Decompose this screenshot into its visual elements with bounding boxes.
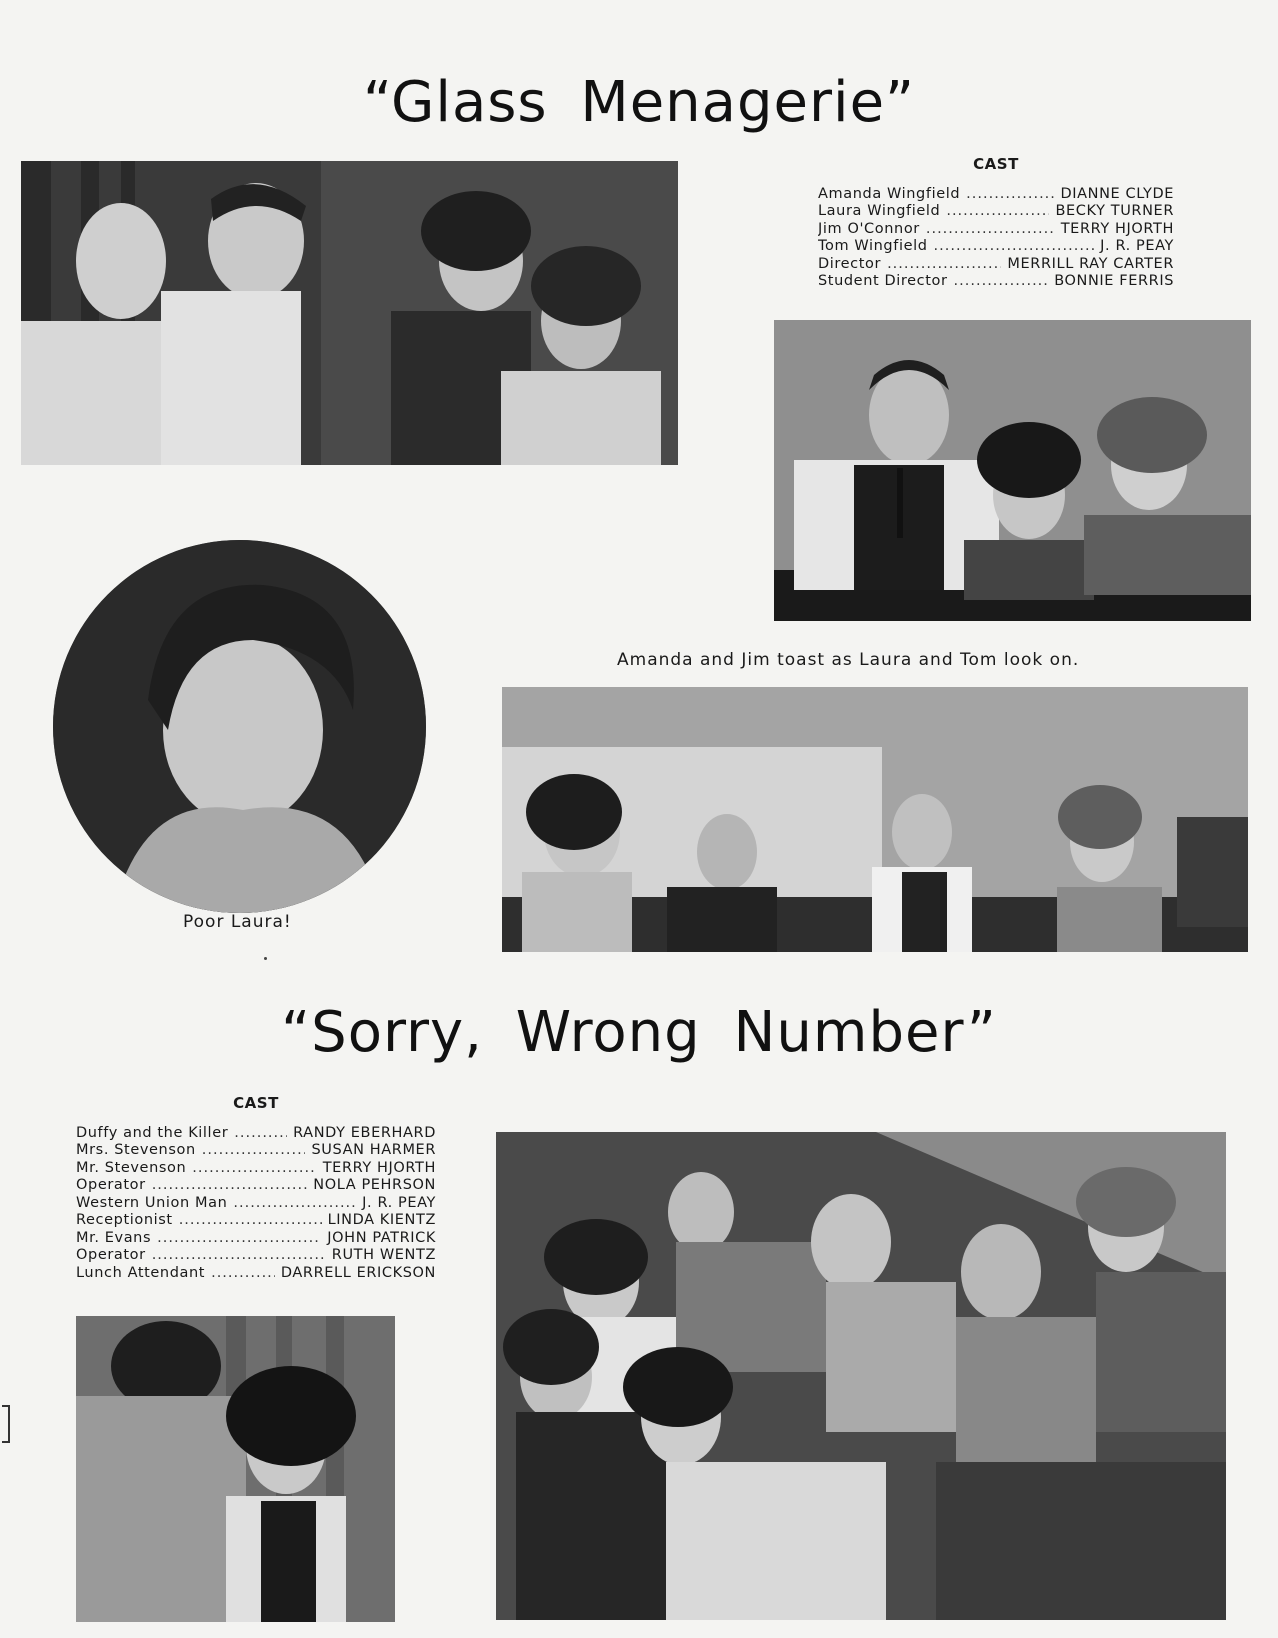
cast-row [818, 221, 1174, 239]
cast-actor: JOHN PATRICK [327, 1229, 436, 1246]
glass-menagerie-cast-photo [21, 161, 678, 465]
cast-role: Tom Wingfield [818, 238, 928, 254]
cast-row [76, 1265, 436, 1283]
toast-scene-photo [502, 687, 1248, 952]
cast-row [818, 273, 1174, 291]
leader-dots [202, 1142, 306, 1160]
glass-menagerie-title: “Glass Menagerie” [362, 70, 916, 135]
stray-dot-mark [264, 957, 267, 960]
margin-bracket-mark [2, 1405, 10, 1443]
cast-actor: BONNIE FERRIS [1054, 273, 1174, 289]
cast-role: Duffy and the Killer [76, 1124, 229, 1141]
cast-row [818, 238, 1174, 256]
leader-dots [211, 1265, 275, 1283]
sorry-wrong-number-cast-list [76, 1095, 436, 1282]
cast-role: Western Union Man [76, 1194, 228, 1211]
cast-role: Amanda Wingfield [818, 185, 961, 202]
leader-dots [179, 1212, 322, 1230]
couple-photo [76, 1316, 395, 1622]
cast-role: Operator [76, 1177, 146, 1193]
cast-row [818, 256, 1174, 274]
leader-dots [157, 1230, 321, 1248]
cast-actor: LINDA KIENTZ [327, 1212, 436, 1228]
group-students-photo [496, 1132, 1226, 1620]
leader-dots [152, 1177, 308, 1195]
three-students-photo [774, 320, 1251, 621]
leader-dots [234, 1125, 287, 1143]
cast-row [818, 203, 1174, 221]
cast-actor: DIANNE CLYDE [1060, 185, 1174, 202]
cast-row [76, 1160, 436, 1178]
leader-dots [946, 203, 1049, 221]
cast-role: Jim O'Connor [818, 220, 920, 237]
toast-caption: Amanda and Jim toast as Laura and Tom look on. [617, 650, 1080, 670]
cast-role: Laura Wingfield [818, 203, 941, 219]
cast-row [76, 1177, 436, 1195]
cast-role: Operator [76, 1247, 146, 1263]
leader-dots [887, 256, 1001, 274]
cast-role: Lunch Attendant [76, 1264, 206, 1281]
cast-actor: DARRELL ERICKSON [280, 1264, 436, 1281]
cast-role: Director [818, 255, 882, 272]
leader-dots [954, 273, 1049, 291]
cast-row [76, 1230, 436, 1248]
leader-dots [934, 238, 1095, 256]
poor-laura-caption: Poor Laura! [183, 912, 292, 932]
cast-actor: J. R. PEAY [1100, 238, 1174, 254]
leader-dots [926, 221, 1055, 239]
cast-role: Mrs. Stevenson [76, 1142, 196, 1158]
cast-actor: SUSAN HARMER [311, 1142, 436, 1158]
laura-portrait-photo [53, 540, 426, 913]
cast-heading: CAST [233, 1094, 279, 1112]
cast-actor: MERRILL RAY CARTER [1007, 255, 1174, 272]
cast-row [818, 186, 1174, 204]
cast-role: Student Director [818, 273, 948, 289]
sorry-wrong-number-title: “Sorry, Wrong Number” [281, 1000, 997, 1065]
cast-actor: RUTH WENTZ [331, 1247, 436, 1263]
leader-dots [966, 186, 1054, 204]
cast-actor: TERRY HJORTH [1060, 220, 1174, 237]
cast-row [76, 1142, 436, 1160]
leader-dots [192, 1160, 316, 1178]
cast-actor: RANDY EBERHARD [293, 1124, 436, 1141]
cast-row [76, 1195, 436, 1213]
leader-dots [233, 1195, 356, 1213]
cast-role: Mr. Evans [76, 1229, 152, 1246]
cast-actor: NOLA PEHRSON [313, 1177, 436, 1193]
cast-actor: J. R. PEAY [362, 1194, 436, 1211]
cast-heading: CAST [973, 155, 1019, 173]
leader-dots [152, 1247, 326, 1265]
cast-actor: TERRY HJORTH [322, 1159, 436, 1176]
cast-role: Mr. Stevenson [76, 1159, 187, 1176]
cast-actor: BECKY TURNER [1055, 203, 1174, 219]
cast-row [76, 1212, 436, 1230]
glass-menagerie-cast-list [818, 156, 1174, 291]
cast-row [76, 1125, 436, 1143]
cast-role: Receptionist [76, 1212, 173, 1228]
cast-row [76, 1247, 436, 1265]
